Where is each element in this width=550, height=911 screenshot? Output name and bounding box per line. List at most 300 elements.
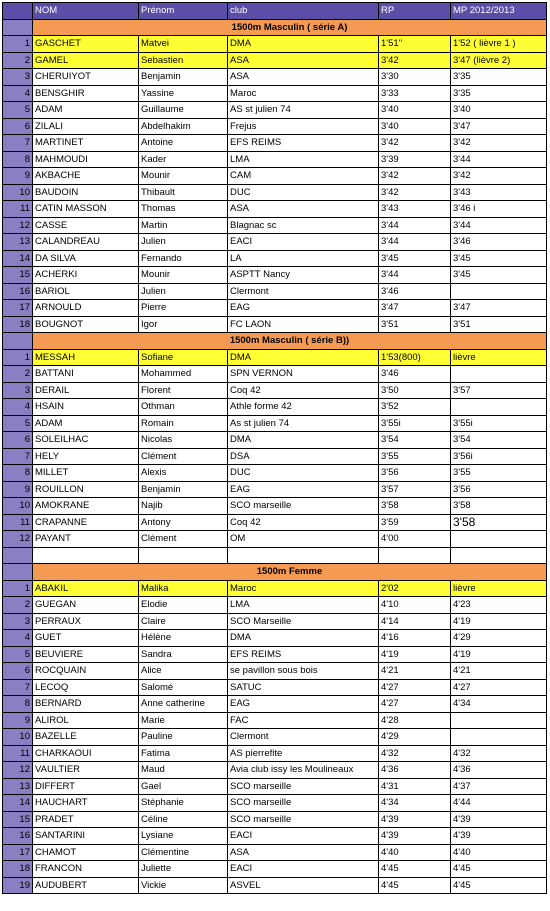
cell-prenom: Yassine [139,86,228,102]
table-row [3,53,547,70]
cell-nom: ADAM [33,102,139,118]
table-row [3,432,547,449]
cell-prenom: Guillaume [139,102,228,118]
row-number: 16 [3,284,33,300]
header-club: club [228,3,379,19]
table-row [3,366,547,383]
cell-nom: GAMEL [33,53,139,69]
cell-rp: 4'39 [379,828,451,844]
cell-prenom: Othman [139,399,228,415]
cell-club: Clermont [228,729,379,745]
cell-mp: 1'52 ( lièvre 1 ) [451,36,547,52]
cell-club: ASA [228,845,379,861]
table-row [3,201,547,218]
row-number: 19 [3,878,33,894]
cell-prenom: Benjamin [139,69,228,85]
cell-rp: 3'39 [379,152,451,168]
cell-nom: MESSAH [33,350,139,366]
row-number: 14 [3,795,33,811]
table-row [3,746,547,763]
table-row [3,845,547,862]
cell-club: OM [228,531,379,547]
row-number: 11 [3,201,33,217]
section-rownum [3,333,33,349]
row-number: 3 [3,69,33,85]
row-number: 3 [3,383,33,399]
table-row [3,515,547,532]
cell-nom: CATIN MASSON [33,201,139,217]
row-number: 7 [3,135,33,151]
row-number: 13 [3,234,33,250]
cell-nom: GASCHET [33,36,139,52]
row-number: 9 [3,482,33,498]
table-row [3,779,547,796]
cell-prenom: Marie [139,713,228,729]
cell-mp: 4'39 [451,828,547,844]
row-number: 4 [3,399,33,415]
cell-prenom: Gael [139,779,228,795]
cell-nom: VAULTIER [33,762,139,778]
table-row [3,630,547,647]
cell-nom: BAUDOIN [33,185,139,201]
cell-prenom: Sebastien [139,53,228,69]
cell-rp: 4'27 [379,696,451,712]
cell-nom: AMOKRANE [33,498,139,514]
row-number: 7 [3,449,33,465]
cell-mp: 3'40 [451,102,547,118]
table-row [3,597,547,614]
cell-rp: 4'16 [379,630,451,646]
cell-nom: PAYANT [33,531,139,547]
cell-club: As st julien 74 [228,416,379,432]
row-number: 3 [3,614,33,630]
cell-rp: 3'45 [379,251,451,267]
cell-club: SCO marseille [228,779,379,795]
cell-nom: SANTARINI [33,828,139,844]
cell-rp: 3'33 [379,86,451,102]
cell-nom: HELY [33,449,139,465]
cell-rp: 3'55i [379,416,451,432]
cell-mp: 3'45 [451,251,547,267]
cell-nom: BAZELLE [33,729,139,745]
table-row [3,696,547,713]
cell-mp: 4'32 [451,746,547,762]
cell-prenom: Thibault [139,185,228,201]
cell-club: AS st julien 74 [228,102,379,118]
table-row [3,581,547,598]
cell-mp: 4'45 [451,861,547,877]
row-number: 6 [3,663,33,679]
cell-club: CAM [228,168,379,184]
cell-mp: 3'57 [451,383,547,399]
cell-club: LMA [228,597,379,613]
table-row [3,548,547,565]
cell-prenom: Stéphanie [139,795,228,811]
section-title: 1500m Masculin ( série A) [33,20,547,36]
cell-rp [379,548,451,564]
cell-rp: 3'46 [379,366,451,382]
table-row [3,119,547,136]
cell-nom: DIFFERT [33,779,139,795]
row-number: 4 [3,86,33,102]
cell-nom: PRADET [33,812,139,828]
cell-rp: 3'30 [379,69,451,85]
cell-mp: lièvre [451,581,547,597]
cell-nom: BEUVIERE [33,647,139,663]
cell-club: se pavillon sous bois [228,663,379,679]
row-number: 11 [3,515,33,531]
cell-rp: 3'42 [379,53,451,69]
cell-prenom: Claire [139,614,228,630]
cell-club: AS pierrefite [228,746,379,762]
row-number: 8 [3,465,33,481]
header-rp: RP [379,3,451,19]
row-number: 16 [3,828,33,844]
cell-prenom: Thomas [139,201,228,217]
cell-nom: LECOQ [33,680,139,696]
row-number: 7 [3,680,33,696]
header-mp: MP 2012/2013 [451,3,547,19]
cell-prenom: Julien [139,234,228,250]
cell-mp: 4'45 [451,878,547,894]
cell-nom: CHAMOT [33,845,139,861]
table-row [3,185,547,202]
cell-rp: 4'14 [379,614,451,630]
row-number: 9 [3,168,33,184]
cell-club: SCO Marseille [228,614,379,630]
cell-nom: GUET [33,630,139,646]
row-number: 8 [3,152,33,168]
section-rownum [3,20,33,36]
table-row [3,861,547,878]
cell-mp [451,284,547,300]
table-row [3,317,547,334]
cell-rp: 3'51 [379,317,451,333]
cell-mp: 4'34 [451,696,547,712]
cell-club: Frejus [228,119,379,135]
cell-mp: 4'27 [451,680,547,696]
cell-rp: 4'39 [379,812,451,828]
cell-club: Avia club issy les Moulineaux [228,762,379,778]
cell-prenom: Antony [139,515,228,531]
cell-club: Maroc [228,581,379,597]
cell-mp: 3'58 [451,515,547,531]
cell-rp: 3'47 [379,300,451,316]
table-row [3,482,547,499]
cell-prenom: Vickie [139,878,228,894]
row-number: 18 [3,317,33,333]
cell-club: Maroc [228,86,379,102]
cell-rp: 1'51'' [379,36,451,52]
row-number: 17 [3,845,33,861]
cell-club: LA [228,251,379,267]
cell-club: Blagnac sc [228,218,379,234]
cell-rp: 3'40 [379,102,451,118]
cell-prenom: Abdelhakim [139,119,228,135]
cell-mp: 4'29 [451,630,547,646]
cell-nom: AKBACHE [33,168,139,184]
row-number: 4 [3,630,33,646]
cell-club [228,548,379,564]
table-row [3,36,547,53]
cell-club: EFS REIMS [228,135,379,151]
cell-rp: 3'42 [379,168,451,184]
table-row [3,284,547,301]
cell-nom: DA SILVA [33,251,139,267]
cell-rp: 3'43 [379,201,451,217]
cell-mp: 3'47 (lièvre 2) [451,53,547,69]
cell-prenom: Sofiane [139,350,228,366]
cell-nom [33,548,139,564]
row-number: 10 [3,498,33,514]
cell-prenom [139,548,228,564]
cell-club: LMA [228,152,379,168]
cell-nom: ALIROL [33,713,139,729]
cell-club: SCO marseille [228,498,379,514]
cell-nom: ACHERKI [33,267,139,283]
table-row [3,680,547,697]
cell-club: ASA [228,201,379,217]
table-body [3,20,547,895]
cell-rp: 3'52 [379,399,451,415]
cell-nom: MAHMOUDI [33,152,139,168]
cell-prenom: Nicolas [139,432,228,448]
header-prenom: Prénom [139,3,228,19]
spreadsheet-table [2,2,547,894]
section-header-row [3,20,547,37]
row-number: 1 [3,350,33,366]
cell-rp: 3'42 [379,185,451,201]
cell-prenom: Benjamin [139,482,228,498]
cell-club: ASA [228,69,379,85]
cell-nom: GUEGAN [33,597,139,613]
table-row [3,350,547,367]
cell-prenom: Martin [139,218,228,234]
cell-club: ASA [228,53,379,69]
row-number: 5 [3,102,33,118]
cell-club: SATUC [228,680,379,696]
row-number: 6 [3,119,33,135]
row-number: 15 [3,267,33,283]
cell-rp: 3'58 [379,498,451,514]
table-row [3,713,547,730]
table-row [3,399,547,416]
cell-prenom: Mounir [139,168,228,184]
cell-prenom: Clémentine [139,845,228,861]
table-row [3,102,547,119]
cell-mp: 3'58 [451,498,547,514]
row-number: 5 [3,647,33,663]
cell-rp: 4'00 [379,531,451,547]
section-header-row [3,564,547,581]
cell-rp: 3'55 [379,449,451,465]
cell-prenom: Clément [139,449,228,465]
cell-nom: AUDUBERT [33,878,139,894]
cell-nom: ADAM [33,416,139,432]
table-row [3,828,547,845]
row-number: 11 [3,746,33,762]
cell-prenom: Igor [139,317,228,333]
row-number: 6 [3,432,33,448]
cell-nom: CRAPANNE [33,515,139,531]
row-number: 1 [3,36,33,52]
cell-prenom: Mohammed [139,366,228,382]
header-nom: NOM [33,3,139,19]
cell-prenom: Alice [139,663,228,679]
cell-mp: 3'46 [451,234,547,250]
cell-mp: 3'35 [451,69,547,85]
cell-prenom: Najib [139,498,228,514]
cell-rp: 3'40 [379,119,451,135]
cell-nom: ARNOULD [33,300,139,316]
cell-prenom: Malika [139,581,228,597]
cell-prenom: Fatima [139,746,228,762]
section-title: 1500m Masculin ( série B)) [33,333,547,349]
cell-club: Clermont [228,284,379,300]
row-number: 17 [3,300,33,316]
cell-prenom: Romain [139,416,228,432]
cell-rp: 2'02 [379,581,451,597]
cell-mp: 3'35 [451,86,547,102]
cell-prenom: Juliette [139,861,228,877]
table-row [3,168,547,185]
cell-mp [451,399,547,415]
cell-club: Athle forme 42 [228,399,379,415]
cell-nom: MARTINET [33,135,139,151]
row-number: 2 [3,597,33,613]
table-row [3,614,547,631]
cell-rp: 4'21 [379,663,451,679]
cell-prenom: Elodie [139,597,228,613]
cell-rp: 3'44 [379,267,451,283]
cell-nom: ROCQUAIN [33,663,139,679]
cell-club: DUC [228,185,379,201]
header-row [3,3,547,20]
cell-mp: 4'19 [451,647,547,663]
table-row [3,498,547,515]
cell-mp: 3'54 [451,432,547,448]
cell-club: EACI [228,828,379,844]
cell-nom: BOUGNOT [33,317,139,333]
cell-mp: 4'23 [451,597,547,613]
cell-rp: 3'44 [379,218,451,234]
cell-nom: CASSE [33,218,139,234]
table-row [3,812,547,829]
cell-nom: ROUILLON [33,482,139,498]
cell-prenom: Sandra [139,647,228,663]
cell-prenom: Florent [139,383,228,399]
cell-nom: ZILALI [33,119,139,135]
row-number: 10 [3,729,33,745]
cell-rp: 4'32 [379,746,451,762]
cell-mp: 3'47 [451,119,547,135]
cell-club: DMA [228,630,379,646]
cell-club: EACI [228,861,379,877]
cell-nom: CHARKAOUI [33,746,139,762]
cell-club: FC LAON [228,317,379,333]
cell-club: DSA [228,449,379,465]
row-number: 12 [3,218,33,234]
table-row [3,135,547,152]
table-row [3,69,547,86]
cell-rp: 3'56 [379,465,451,481]
cell-rp: 3'44 [379,234,451,250]
table-row [3,416,547,433]
cell-mp: 4'36 [451,762,547,778]
cell-rp: 3'54 [379,432,451,448]
row-number: 5 [3,416,33,432]
table-row [3,267,547,284]
cell-club: DMA [228,36,379,52]
cell-club: ASVEL [228,878,379,894]
cell-club: DMA [228,432,379,448]
cell-club: ASPTT Nancy [228,267,379,283]
row-number: 14 [3,251,33,267]
cell-mp: 3'44 [451,218,547,234]
row-number: 1 [3,581,33,597]
cell-mp: 3'45 [451,267,547,283]
cell-rp: 4'36 [379,762,451,778]
cell-rp: 4'10 [379,597,451,613]
cell-rp: 3'42 [379,135,451,151]
cell-club: FAC [228,713,379,729]
cell-mp [451,729,547,745]
cell-prenom: Salomé [139,680,228,696]
cell-rp: 4'19 [379,647,451,663]
cell-prenom: Fernando [139,251,228,267]
cell-mp: 4'21 [451,663,547,679]
table-row [3,647,547,664]
section-header-row [3,333,547,350]
cell-mp [451,713,547,729]
row-number: 18 [3,861,33,877]
row-number: 10 [3,185,33,201]
cell-club: EAG [228,300,379,316]
cell-mp: 4'19 [451,614,547,630]
row-number: 2 [3,366,33,382]
table-row [3,729,547,746]
row-number: 9 [3,713,33,729]
cell-rp: 4'45 [379,861,451,877]
cell-prenom: Céline [139,812,228,828]
table-row [3,251,547,268]
table-row [3,383,547,400]
cell-nom: FRANCON [33,861,139,877]
cell-rp: 3'57 [379,482,451,498]
cell-prenom: Pierre [139,300,228,316]
cell-club: DMA [228,350,379,366]
row-number: 8 [3,696,33,712]
table-row [3,795,547,812]
table-row [3,218,547,235]
row-number: 15 [3,812,33,828]
cell-prenom: Kader [139,152,228,168]
cell-rp: 4'31 [379,779,451,795]
cell-prenom: Alexis [139,465,228,481]
cell-nom: DERAIL [33,383,139,399]
table-row [3,449,547,466]
cell-prenom: Matvei [139,36,228,52]
row-number: 12 [3,762,33,778]
cell-club: DUC [228,465,379,481]
table-row [3,531,547,548]
cell-rp: 4'28 [379,713,451,729]
cell-rp: 4'45 [379,878,451,894]
cell-mp: 3'56i [451,449,547,465]
cell-club: Coq 42 [228,383,379,399]
cell-mp: 3'47 [451,300,547,316]
cell-mp: 4'39 [451,812,547,828]
